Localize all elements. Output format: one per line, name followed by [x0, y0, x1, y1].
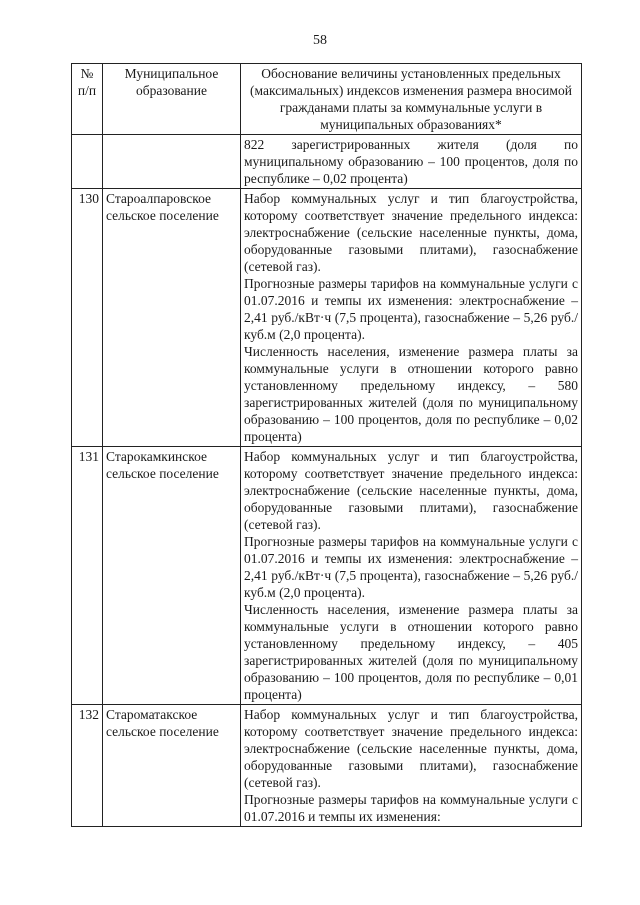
tariffs-text: Прогнозные размеры тарифов на коммунальные услуги с 01.07.2016 и темпы их изменения: [244, 792, 578, 824]
services-set-text: Набор коммунальных услуг и тип благоустройства, которому соответствует значение предельного индекса: электроснабжение (сельские населенные пункты, дома, оборудованные газовыми плитами), газоснабжение (сетевой газ). [244, 449, 578, 532]
tariffs-text: Прогнозные размеры тарифов на коммунальные услуги с 01.07.2016 и темпы их изменения: электроснабжение – 2,41 руб./кВт·ч (7,5 процента), газоснабжение – 5,26 руб./куб.м (2,0 процента). [244, 276, 578, 342]
tariffs-text: Прогнозные размеры тарифов на коммунальные услуги с 01.07.2016 и темпы их изменения: электроснабжение – 2,41 руб./кВт·ч (7,5 процента), газоснабжение – 5,26 руб./куб.м (2,0 процента). [244, 534, 578, 600]
cell-number [72, 135, 103, 189]
table-header-row [72, 64, 582, 135]
page-number: 58 [313, 33, 327, 48]
cell-municipality [103, 135, 241, 189]
population-text: Численность населения, изменение размера платы за коммунальные услуги в отношении которого равно установленному предельному индексу, – 580 зарегистрированных жителей (доля по муниципальному образованию – 100 процентов, доля по республике – 0,02 процента) [244, 344, 578, 444]
table-row-continuation [72, 135, 582, 189]
services-set-text: Набор коммунальных услуг и тип благоустройства, которому соответствует значение предельного индекса: электроснабжение (сельские населенные пункты, дома, оборудованные газовыми плитами), газоснабжение (сетевой газ). [244, 191, 578, 274]
header-municipality: Муниципальное образование [103, 64, 241, 135]
cell-justification [241, 189, 582, 447]
header-number: № п/п [72, 64, 103, 135]
continuation-text: 822 зарегистрированных жителя (доля по муниципальному образованию – 100 процентов, доля по республике – 0,02 процента) [244, 137, 578, 186]
cell-number: 131 [72, 447, 103, 705]
cell-justification [241, 135, 582, 189]
population-text: Численность населения, изменение размера платы за коммунальные услуги в отношении которого равно установленному предельному индексу, – 405 зарегистрированных жителей (доля по муниципальному образованию – 100 процентов, доля по республике – 0,01 процента) [244, 602, 578, 702]
services-set-text: Набор коммунальных услуг и тип благоустройства, которому соответствует значение предельного индекса: электроснабжение (сельские населенные пункты, дома, оборудованные газовыми плитами), газоснабжение (сетевой газ). [244, 707, 578, 790]
cell-municipality: Староматакское сельское поселение [103, 705, 241, 827]
cell-number: 130 [72, 189, 103, 447]
header-justification: Обоснование величины установленных предельных (максимальных) индексов изменения размера вносимой гражданами платы за коммунальные услуги в муниципальных образованиях* [241, 64, 582, 135]
cell-number: 132 [72, 705, 103, 827]
table-row [72, 189, 582, 447]
table-row [72, 447, 582, 705]
cell-justification [241, 447, 582, 705]
cell-justification [241, 705, 582, 827]
tariff-index-table [71, 63, 582, 827]
table-row [72, 705, 582, 827]
cell-municipality: Старокамкинское сельское поселение [103, 447, 241, 705]
cell-municipality: Староалпаровское сельское поселение [103, 189, 241, 447]
